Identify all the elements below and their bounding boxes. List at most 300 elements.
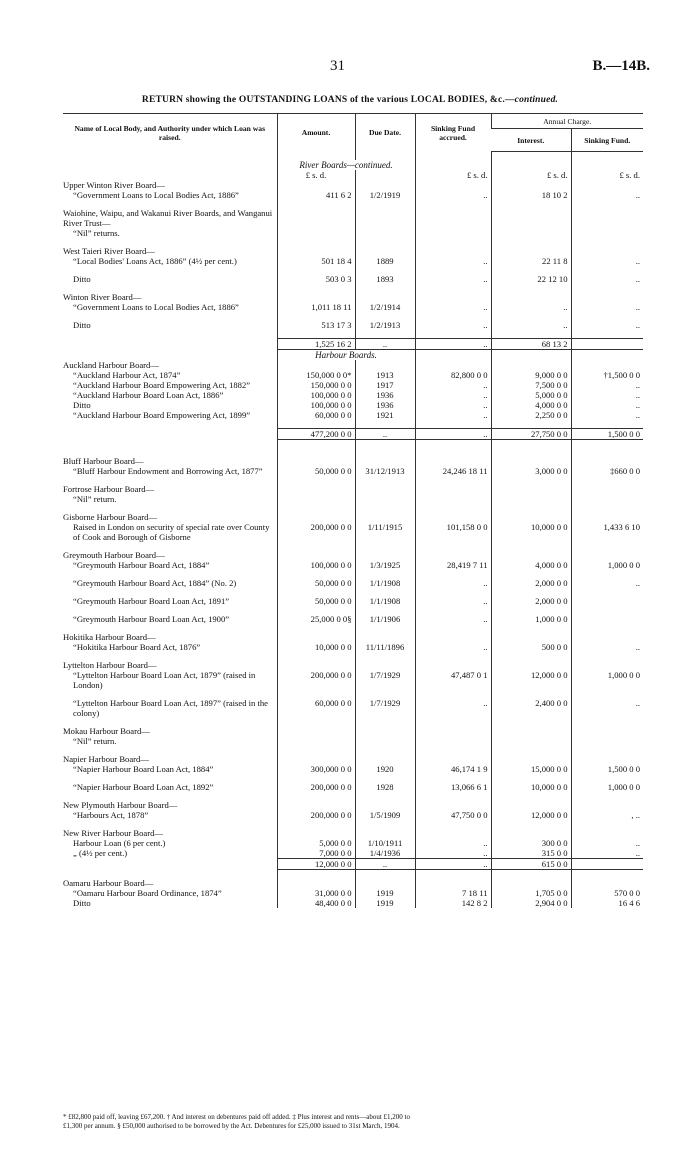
due-date-cell: 1/4/1936	[355, 848, 415, 859]
spacer-cell	[277, 420, 355, 429]
spacer-cell	[415, 476, 491, 484]
due-date-cell: 1/10/1911	[355, 838, 415, 848]
spacer-cell	[491, 448, 571, 456]
spacer-cell	[63, 718, 277, 726]
sinking-fund-cell: ‡660 0 0	[571, 466, 643, 476]
due-date-cell: 1920	[355, 764, 415, 774]
sinking-accrued-cell: ..	[415, 642, 491, 652]
total-sinking: ..	[415, 429, 491, 440]
interest-cell: 2,400 0 0	[491, 698, 571, 718]
empty-cell	[491, 660, 571, 670]
spacer-cell	[355, 330, 415, 339]
spacer-cell	[415, 606, 491, 614]
spacer-cell	[355, 200, 415, 208]
sinking-accrued-cell: ..	[415, 838, 491, 848]
sinking-fund-cell	[571, 736, 643, 746]
sinking-accrued-cell: 82,800 0 0	[415, 370, 491, 380]
spacer-cell	[277, 792, 355, 800]
empty-cell	[415, 726, 491, 736]
spacer-cell	[355, 690, 415, 698]
spacer-cell	[415, 570, 491, 578]
col-header-name: Name of Local Body, and Authority under which Loan was raised.	[63, 114, 277, 152]
spacer-cell	[415, 330, 491, 339]
sinking-accrued-cell: ..	[415, 274, 491, 284]
spacer-cell	[415, 588, 491, 596]
due-date-cell: 1889	[355, 256, 415, 266]
spacer-cell	[491, 606, 571, 614]
body-name-row	[63, 512, 643, 522]
loan-authority: Ditto	[73, 274, 91, 284]
empty-cell	[571, 160, 643, 170]
sinking-accrued-cell: 7 18 11	[415, 888, 491, 898]
sinking-accrued-cell: 46,174 1 9	[415, 764, 491, 774]
col-header-sinking-fund: Sinking Fund.	[571, 129, 643, 152]
amount-cell	[277, 494, 355, 504]
spacer-cell	[415, 312, 491, 320]
table-row	[63, 320, 643, 330]
local-body-name: Auckland Harbour Board—	[63, 360, 159, 370]
spacer-cell	[277, 440, 355, 449]
spacer-cell	[571, 420, 643, 429]
empty-cell	[355, 456, 415, 466]
amount-cell: 503 0 3	[277, 274, 355, 284]
empty-cell	[415, 180, 491, 190]
units-sinking-fund: £ s. d.	[571, 170, 643, 180]
total-sinking-fund: 1,500 0 0	[571, 429, 643, 440]
spacer-cell	[277, 448, 355, 456]
local-body-name: Napier Harbour Board—	[63, 754, 149, 764]
sinking-fund-cell: ..	[571, 400, 643, 410]
spacer-cell	[491, 570, 571, 578]
sinking-fund-cell: ..	[571, 190, 643, 200]
table-row	[63, 782, 643, 792]
interest-cell	[491, 494, 571, 504]
sinking-fund-cell: †1,500 0 0	[571, 370, 643, 380]
spacer-cell	[355, 588, 415, 596]
spacer-cell	[491, 476, 571, 484]
table-row	[63, 642, 643, 652]
local-body-name: New Plymouth Harbour Board—	[63, 800, 178, 810]
total-sinking-fund	[571, 859, 643, 870]
total-row	[63, 339, 643, 350]
sinking-fund-cell: 1,500 0 0	[571, 764, 643, 774]
empty-cell	[415, 550, 491, 560]
body-name-row	[63, 828, 643, 838]
empty-cell	[415, 246, 491, 256]
table-row	[63, 522, 643, 542]
spacer-cell	[277, 542, 355, 550]
amount-cell	[277, 228, 355, 238]
interest-cell: 5,000 0 0	[491, 390, 571, 400]
sinking-accrued-cell: ..	[415, 614, 491, 624]
spacer-row	[63, 238, 643, 246]
sinking-fund-cell: 1,000 0 0	[571, 670, 643, 690]
empty-cell	[491, 180, 571, 190]
spacer-cell	[277, 330, 355, 339]
empty-cell	[571, 754, 643, 764]
harbour-boards-heading	[63, 350, 643, 361]
empty-cell	[277, 828, 355, 838]
spacer-row	[63, 476, 643, 484]
spacer-cell	[491, 690, 571, 698]
empty-cell	[491, 550, 571, 560]
due-date-cell: 1893	[355, 274, 415, 284]
total-amount: 12,000 0 0	[277, 859, 355, 870]
sinking-accrued-cell: ..	[415, 410, 491, 420]
page-number: 31	[330, 58, 345, 74]
local-body-name: Winton River Board—	[63, 292, 142, 302]
spacer-cell	[277, 606, 355, 614]
units-interest: £ s. d.	[491, 170, 571, 180]
empty-cell	[277, 360, 355, 370]
interest-cell: ..	[491, 302, 571, 312]
interest-cell: 500 0 0	[491, 642, 571, 652]
loan-authority: “Lyttelton Harbour Board Loan Act, 1897” (raised in the colony)	[73, 698, 268, 718]
empty-cell	[571, 246, 643, 256]
empty-cell	[571, 726, 643, 736]
due-date-cell: 1/2/1919	[355, 190, 415, 200]
loan-authority: “Napier Harbour Board Loan Act, 1892”	[73, 782, 214, 792]
due-date-cell: 1936	[355, 400, 415, 410]
amount-cell: 7,000 0 0	[277, 848, 355, 859]
table-row	[63, 614, 643, 624]
due-date-cell	[355, 494, 415, 504]
empty-cell	[355, 878, 415, 888]
body-name-row	[63, 246, 643, 256]
total-sinking: ..	[415, 859, 491, 870]
body-name-row	[63, 632, 643, 642]
spacer-cell	[277, 476, 355, 484]
table-row	[63, 274, 643, 284]
empty-cell	[571, 360, 643, 370]
loan-authority: “Auckland Harbour Board Empowering Act, 1899”	[73, 410, 251, 420]
empty-cell	[277, 292, 355, 302]
due-date-cell: 1/5/1909	[355, 810, 415, 820]
amount-cell: 60,000 0 0	[277, 410, 355, 420]
due-date-cell: 1/7/1929	[355, 698, 415, 718]
due-date-cell: 1919	[355, 888, 415, 898]
loan-authority: “Auckland Harbour Act, 1874”	[73, 370, 181, 380]
total-interest: 615 0 0	[491, 859, 571, 870]
page-header	[0, 58, 700, 80]
amount-cell: 50,000 0 0	[277, 596, 355, 606]
spacer-cell	[277, 624, 355, 632]
empty-cell	[415, 292, 491, 302]
sinking-accrued-cell: ..	[415, 848, 491, 859]
spacer-cell	[63, 266, 277, 274]
due-date-cell: 1928	[355, 782, 415, 792]
spacer-cell	[491, 238, 571, 246]
due-date-cell: 1/3/1925	[355, 560, 415, 570]
table-row	[63, 698, 643, 718]
spacer-cell	[571, 542, 643, 550]
due-date-cell: 1917	[355, 380, 415, 390]
spacer-cell	[571, 504, 643, 512]
spacer-row	[63, 448, 643, 456]
spacer-cell	[63, 820, 277, 828]
empty-cell	[355, 550, 415, 560]
units-amount: £ s. d.	[277, 170, 355, 180]
sinking-accrued-cell: 101,158 0 0	[415, 522, 491, 542]
spacer-cell	[63, 420, 277, 429]
empty-cell	[355, 246, 415, 256]
amount-cell: 48,400 0 0	[277, 898, 355, 908]
total-amount: 1,525 16 2	[277, 339, 355, 350]
spacer-row	[63, 624, 643, 632]
spacer-cell	[63, 238, 277, 246]
spacer-cell	[63, 312, 277, 320]
loan-authority: “Greymouth Harbour Board Act, 1884”	[73, 560, 210, 570]
amount-cell: 10,000 0 0	[277, 642, 355, 652]
spacer-cell	[415, 266, 491, 274]
loan-authority: “Bluff Harbour Endowment and Borrowing Act, 1877”	[73, 466, 263, 476]
amount-cell: 50,000 0 0	[277, 466, 355, 476]
empty-cell	[415, 800, 491, 810]
spacer-cell	[571, 330, 643, 339]
spacer-row	[63, 774, 643, 782]
interest-cell: 4,000 0 0	[491, 560, 571, 570]
sinking-fund-cell: ..	[571, 410, 643, 420]
loan-authority: Raised in London on security of special rate over County of Cook and Borough of Gisborne	[73, 522, 270, 542]
local-body-name: Waiohine, Waipu, and Wakanui River Boards, and Wanganui River Trust—	[63, 208, 273, 228]
due-date-cell	[355, 228, 415, 238]
empty-cell	[415, 484, 491, 494]
sinking-fund-cell: 1,433 6 10	[571, 522, 643, 542]
empty-cell	[491, 632, 571, 642]
spacer-cell	[571, 266, 643, 274]
spacer-cell	[277, 570, 355, 578]
loan-authority: Ditto	[73, 400, 91, 410]
interest-cell: 12,000 0 0	[491, 670, 571, 690]
interest-cell: 9,000 0 0	[491, 370, 571, 380]
spacer-cell	[491, 820, 571, 828]
spacer-cell	[415, 652, 491, 660]
amount-cell: 25,000 0 0§	[277, 614, 355, 624]
empty-cell	[355, 360, 415, 370]
spacer-cell	[571, 606, 643, 614]
loan-authority: “Napier Harbour Board Loan Act, 1884”	[73, 764, 214, 774]
amount-cell: 200,000 0 0	[277, 782, 355, 792]
spacer-cell	[277, 200, 355, 208]
sinking-accrued-cell: 47,487 0 1	[415, 670, 491, 690]
spacer-cell	[491, 284, 571, 292]
spacer-cell	[491, 542, 571, 550]
spacer-row	[63, 792, 643, 800]
empty-cell	[491, 878, 571, 888]
spacer-cell	[355, 652, 415, 660]
loan-authority: “Oamaru Harbour Board Ordinance, 1874”	[73, 888, 222, 898]
spacer-cell	[571, 624, 643, 632]
footnote-line-1: * £82,800 paid off, leaving £67,200. † And interest on debentures paid off added. ‡ Plus interest and rents—about £1,200 to	[63, 1113, 410, 1121]
spacer-cell	[415, 718, 491, 726]
empty-cell	[355, 292, 415, 302]
spacer-cell	[491, 266, 571, 274]
empty-cell	[355, 484, 415, 494]
amount-cell: 1,011 18 11	[277, 302, 355, 312]
sinking-fund-cell: 1,000 0 0	[571, 560, 643, 570]
table-row	[63, 370, 643, 380]
spacer-cell	[415, 870, 491, 879]
spacer-cell	[63, 476, 277, 484]
spacer-row	[63, 718, 643, 726]
empty-cell	[277, 208, 355, 228]
interest-cell: 18 10 2	[491, 190, 571, 200]
table-row	[63, 256, 643, 266]
empty-cell	[415, 160, 491, 170]
local-body-name: Lyttelton Harbour Board—	[63, 660, 157, 670]
table-row	[63, 302, 643, 312]
spacer-row	[63, 606, 643, 614]
sinking-accrued-cell	[415, 494, 491, 504]
spacer-cell	[355, 420, 415, 429]
empty-cell	[571, 180, 643, 190]
body-name-row	[63, 878, 643, 888]
empty-cell	[63, 170, 277, 180]
due-date-cell: 1/7/1929	[355, 670, 415, 690]
empty-cell	[415, 660, 491, 670]
body-name-row	[63, 456, 643, 466]
sinking-fund-cell: 1,000 0 0	[571, 782, 643, 792]
loan-authority: “Auckland Harbour Board Loan Act, 1886”	[73, 390, 224, 400]
spacer-cell	[491, 746, 571, 754]
sinking-fund-cell: , ..	[571, 810, 643, 820]
empty-cell	[491, 828, 571, 838]
sinking-accrued-cell: ..	[415, 698, 491, 718]
spacer-cell	[63, 792, 277, 800]
empty-cell	[571, 828, 643, 838]
empty-cell	[571, 292, 643, 302]
empty-cell	[277, 632, 355, 642]
due-date-cell: 1/1/1908	[355, 596, 415, 606]
spacer-cell	[491, 152, 571, 161]
table-row	[63, 190, 643, 200]
interest-cell: 12,000 0 0	[491, 810, 571, 820]
table-row	[63, 410, 643, 420]
spacer-cell	[355, 718, 415, 726]
sinking-accrued-cell: ..	[415, 596, 491, 606]
sinking-fund-cell: 16 4 6	[571, 898, 643, 908]
sinking-accrued-cell: ..	[415, 390, 491, 400]
spacer-cell	[415, 792, 491, 800]
spacer-cell	[415, 820, 491, 828]
body-name-row	[63, 660, 643, 670]
spacer-cell	[571, 200, 643, 208]
local-body-name: Greymouth Harbour Board—	[63, 550, 165, 560]
section-heading: Harbour Boards.	[277, 350, 415, 361]
spacer-cell	[571, 284, 643, 292]
table-row	[63, 578, 643, 588]
table-row	[63, 228, 643, 238]
river-boards-heading	[63, 160, 643, 170]
empty-cell	[277, 246, 355, 256]
spacer-cell	[277, 152, 355, 161]
spacer-cell	[491, 440, 571, 449]
spacer-cell	[63, 440, 277, 449]
amount-cell: 5,000 0 0	[277, 838, 355, 848]
sinking-fund-cell	[571, 596, 643, 606]
col-header-sinking-accrued: Sinking Fund accrued.	[415, 114, 491, 152]
sinking-accrued-cell: ..	[415, 380, 491, 390]
due-date-cell: 31/12/1913	[355, 466, 415, 476]
body-name-row	[63, 292, 643, 302]
spacer-cell	[355, 746, 415, 754]
due-date-cell: 1919	[355, 898, 415, 908]
spacer-row	[63, 504, 643, 512]
spacer-cell	[355, 542, 415, 550]
amount-cell: 50,000 0 0	[277, 578, 355, 588]
spacer-cell	[277, 652, 355, 660]
spacer-row	[63, 690, 643, 698]
table-row	[63, 494, 643, 504]
empty-cell	[355, 828, 415, 838]
spacer-cell	[63, 284, 277, 292]
empty-cell	[491, 246, 571, 256]
loan-authority: „ (4½ per cent.)	[73, 848, 128, 858]
empty-cell	[63, 160, 277, 170]
total-interest: 68 13 2	[491, 339, 571, 350]
empty-cell	[277, 456, 355, 466]
spacer-row	[63, 588, 643, 596]
spacer-row	[63, 820, 643, 828]
table-row	[63, 848, 643, 859]
amount-cell: 150,000 0 0	[277, 380, 355, 390]
empty-cell	[63, 429, 277, 440]
spacer-cell	[491, 718, 571, 726]
spacer-cell	[491, 330, 571, 339]
total-due: ..	[355, 429, 415, 440]
interest-cell	[491, 228, 571, 238]
loan-authority: “Hokitika Harbour Board Act, 1876”	[73, 642, 201, 652]
spacer-cell	[571, 652, 643, 660]
empty-cell	[355, 208, 415, 228]
sinking-fund-cell: ..	[571, 320, 643, 330]
interest-cell: 22 12 10	[491, 274, 571, 284]
spacer-cell	[63, 746, 277, 754]
loan-authority: “Greymouth Harbour Board Loan Act, 1900”	[73, 614, 230, 624]
amount-cell: 31,000 0 0	[277, 888, 355, 898]
spacer-cell	[491, 870, 571, 879]
sinking-accrued-cell	[415, 228, 491, 238]
sinking-fund-cell	[571, 494, 643, 504]
interest-cell: 1,000 0 0	[491, 614, 571, 624]
spacer-cell	[355, 284, 415, 292]
empty-cell	[491, 754, 571, 764]
spacer-cell	[277, 870, 355, 879]
spacer-cell	[355, 870, 415, 879]
spacer-cell	[355, 774, 415, 782]
empty-cell	[277, 754, 355, 764]
spacer-cell	[415, 284, 491, 292]
empty-cell	[277, 660, 355, 670]
spacer-cell	[491, 588, 571, 596]
empty-cell	[277, 800, 355, 810]
sinking-fund-cell: ..	[571, 274, 643, 284]
local-body-name: Mokau Harbour Board—	[63, 726, 150, 736]
spacer-cell	[277, 266, 355, 274]
sinking-fund-cell: ..	[571, 698, 643, 718]
empty-cell	[491, 800, 571, 810]
amount-cell: 60,000 0 0	[277, 698, 355, 718]
spacer-cell	[355, 448, 415, 456]
spacer-cell	[571, 570, 643, 578]
empty-cell	[415, 828, 491, 838]
spacer-cell	[415, 746, 491, 754]
interest-cell: 15,000 0 0	[491, 764, 571, 774]
amount-cell: 200,000 0 0	[277, 670, 355, 690]
due-date-cell: 11/11/1896	[355, 642, 415, 652]
spacer-cell	[571, 476, 643, 484]
spacer-cell	[491, 624, 571, 632]
